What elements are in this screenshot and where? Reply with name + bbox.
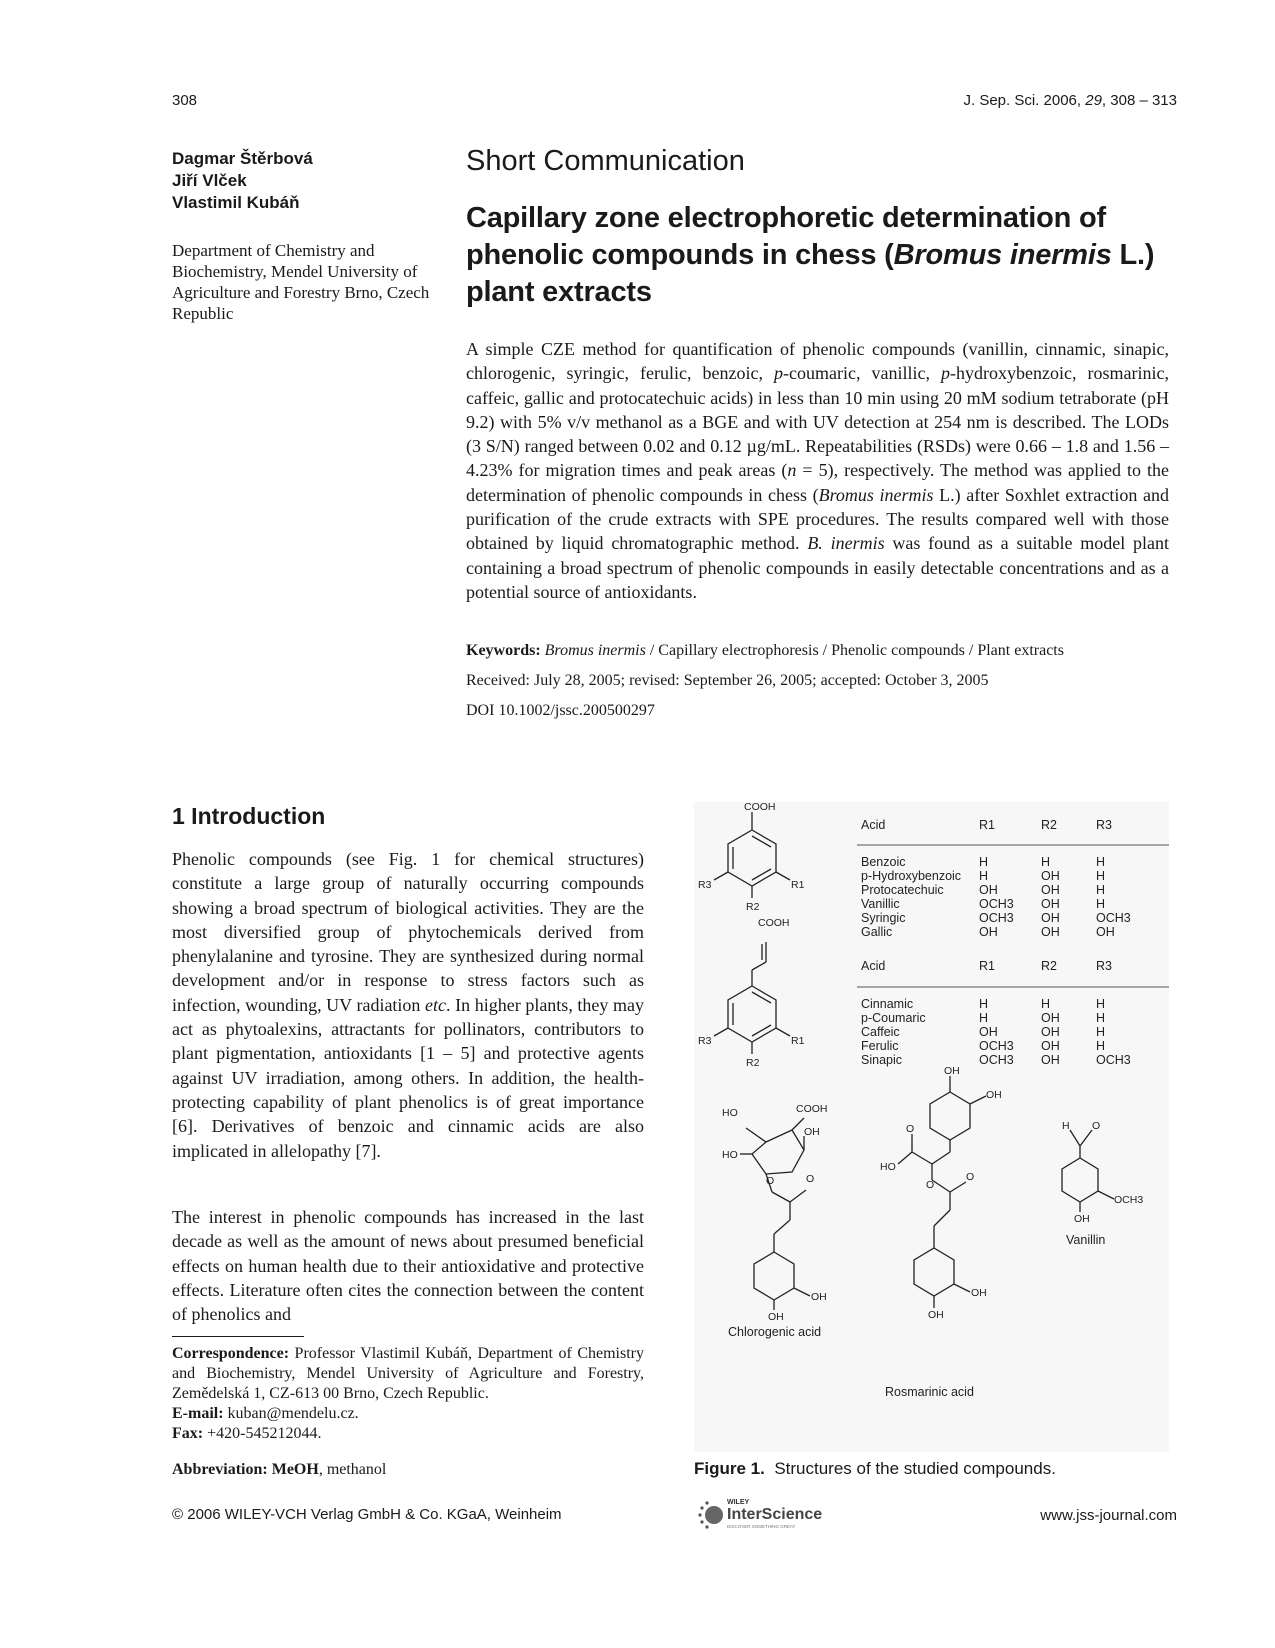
r3-label: R3 [698,879,712,891]
table-cell: OCH3 [1096,911,1131,925]
ho-label: HO [722,1149,738,1161]
logo-main-text: InterScience [727,1506,823,1523]
interscience-logo-icon [694,1493,844,1533]
chlorogenic-label: Chlorogenic acid [728,1325,822,1339]
abstract-italic: p [941,363,951,384]
table-cell: OH [1041,883,1060,897]
oh-label: OH [811,1291,827,1303]
table-cell: OCH3 [979,897,1014,911]
table-cell: H [979,855,989,869]
table-cell: H [979,869,989,883]
r3-label: R3 [698,1035,712,1047]
table-acid-name: Benzoic [861,855,906,869]
table-header: R3 [1096,959,1112,973]
journal-pages: , 308 – 313 [1101,92,1177,109]
table-header: Acid [861,818,886,832]
abstract-italic: n [787,460,797,481]
keywords [466,642,1169,660]
journal-name: J. Sep. Sci. 2006, [963,92,1086,109]
o-label: O [766,1175,775,1187]
abstract-text: was found as a suitable model plant containing a broad spectrum of phenolic compounds in easily detectable concentrations and as a potential source of antioxidants. [466,533,1169,602]
oh-label: OH [986,1089,1002,1101]
keyword-item: Bromus inermis [544,642,646,659]
table-acid-name: Gallic [861,925,893,939]
abstract-italic: Bromus inermis [818,484,934,505]
rosmarinic-label: Rosmarinic acid [885,1385,974,1399]
table-acid-name: Syringic [861,911,906,925]
cooh-label: COOH [758,917,790,929]
table-acid-name: p-Coumaric [861,1011,926,1025]
table-cell: OH [1041,1053,1060,1067]
table-cell: H [1096,883,1106,897]
article-type: Short Communication [466,145,745,177]
table-cell: OH [979,925,998,939]
table-cell: H [1041,855,1051,869]
cooh-label: COOH [796,1103,828,1115]
table-cell: OH [1041,925,1060,939]
abstract-text: = 5), respectively. The method was applied to the determination of phenolic compounds in chess ( [466,460,1169,505]
r1-label: R1 [791,1035,805,1047]
oh-label: OH [928,1309,944,1321]
table-cell: OH [1041,1025,1060,1039]
cooh-label: COOH [744,802,776,813]
email-address[interactable]: kuban@mendelu.cz. [223,1405,359,1422]
o-label: O [966,1171,975,1183]
figure-1 [694,802,1169,1452]
table-cell: OH [1041,911,1060,925]
correspondence-label: Correspondence: [172,1345,290,1362]
title-species: Bromus inermis [893,239,1112,271]
abbreviation-text: , methanol [318,1461,387,1478]
vanillin-label: Vanillin [1066,1233,1106,1247]
oh-label: OH [944,1065,960,1077]
footnote-divider [172,1336,304,1337]
figure-caption-label: Figure 1. [694,1459,765,1478]
table-cell: OH [1041,897,1060,911]
table-cell: OH [1096,925,1115,939]
table-acid-name: Cinnamic [861,997,914,1011]
h-label: H [1062,1120,1070,1132]
table-cell: H [1096,997,1106,1011]
o-label: O [926,1179,935,1191]
abstract-italic: B. inermis [807,533,885,554]
paragraph-text: Phenolic compounds (see Fig. 1 for chemical structures) constitute a large group of naturally occurring compounds showing a broad spectrum of biological activities. They are the most diversified group of phytochemicals derived from phenylalanine and tyrosine. They are synthesized during normal development and/or in response to stress factors such as infection, wounding, UV radiation [172,849,644,1015]
table-header: R1 [979,959,995,973]
o-label: O [1092,1120,1101,1132]
author-name: Jiří Vlček [172,171,247,190]
table-cell: H [1096,897,1106,911]
interscience-logo[interactable] [694,1493,844,1538]
oh-label: OH [1074,1213,1090,1225]
intro-paragraph: The interest in phenolic compounds has increased in the last decade as well as the amount of news about presumed beneficial effects on human health due to their antioxidative and protective effects. Literature often cites the connection between the content of phenolics and [172,1207,644,1325]
table-header: Acid [861,959,886,973]
title-text: Capillary zone electrophoretic determination of phenolic compounds in chess ( [466,202,1106,271]
abstract [466,337,1169,604]
r1-label: R1 [791,879,805,891]
journal-url[interactable]: www.jss-journal.com [1040,1507,1177,1524]
table-cell: H [979,1011,989,1025]
correspondence [172,1344,644,1444]
table-cell: OH [1041,869,1060,883]
abstract-text: -hydroxybenzoic, rosmarinic, caffeic, gallic and protocatechuic acids) in less than 10 min using 20 mM sodium tetraborate (pH 9.2) with 5% v/v methanol as a BGE and with UV detection at 254 nm is described. The LODs (3 S/N) ranged between 0.02 and 0.12 µg/mL. Repeatabilities (RSDs) were 0.66 – 1.8 and 1.56 – 4.23% for migration times and peak areas ( [466,363,1169,481]
table-acid-name: p-Hydroxybenzoic [861,869,962,883]
table-cell: H [1096,1025,1106,1039]
intro-paragraph [172,847,644,1163]
table-cell: OH [979,883,998,897]
oh-label: OH [804,1126,820,1138]
fax-label: Fax: [172,1425,204,1442]
table-header: R3 [1096,818,1112,832]
table-acid-name: Vanillic [861,897,900,911]
author-name: Dagmar Štěrbová [172,149,313,168]
r2-label: R2 [746,1057,760,1069]
table-header: R2 [1041,959,1057,973]
copyright-icon: © [172,1506,184,1523]
doi[interactable]: DOI 10.1002/jssc.200500297 [466,702,655,719]
o-label: O [906,1123,915,1135]
figure-caption-text: Structures of the studied compounds. [774,1459,1056,1478]
section-heading: 1 Introduction [172,803,326,829]
table-acid-name: Sinapic [861,1053,902,1067]
table-cell: H [1096,1011,1106,1025]
abstract-italic: p [774,363,784,384]
journal-reference [963,92,1177,109]
title-text-end: L.) plant extracts [466,239,1155,308]
received-dates: Received: July 28, 2005; revised: September 26, 2005; accepted: October 3, 2005 [466,672,989,689]
logo-small-text: WILEY [727,1499,750,1506]
och3-label: OCH3 [1114,1194,1144,1206]
article-title [466,200,1186,311]
r2-label: R2 [746,901,760,913]
abbreviation-label: Abbreviation: [172,1461,268,1478]
ho-label: HO [880,1161,896,1173]
page-number: 308 [172,92,198,109]
table-acid-name: Caffeic [861,1025,900,1039]
abstract-text: L.) after Soxhlet extraction and purification of the crude extracts with SPE procedures. The results compared well with those obtained by liquid chromatographic method. [466,484,1169,554]
keyword-list: / Capillary electrophoresis / Phenolic compounds / Plant extracts [645,642,1064,659]
table-cell: OCH3 [1096,1053,1131,1067]
table-cell: OH [979,1025,998,1039]
table-cell: OH [1041,1011,1060,1025]
table-acid-name: Ferulic [861,1039,899,1053]
table-cell: OH [1041,1039,1060,1053]
copyright-text: 2006 WILEY-VCH Verlag GmbH & Co. KGaA, Weinheim [183,1506,562,1523]
ho-label: HO [722,1107,738,1119]
paragraph-text: . In higher plants, they may act as phytoalexins, attractants for pollinators, contributors to plant pigmentation, antioxidants [1 – 5] and protective agents against UV irradiation, among others. In addition, the health-protecting capability of plant phenolics is of great importance [6]. Derivatives of benzoic and cinnamic acids are also implicated in allelopathy [7]. [172,994,644,1161]
journal-volume: 29 [1085,92,1102,109]
table-cell: OCH3 [979,1053,1014,1067]
author-name: Vlastimil Kubáň [172,193,300,212]
copyright [172,1506,562,1523]
table-cell: H [1096,869,1106,883]
paragraph-italic: etc [425,994,447,1015]
table-cell: H [1096,855,1106,869]
table-cell: H [1096,1039,1106,1053]
oh-label: OH [971,1287,987,1299]
table-acid-name: Protocatechuic [861,883,944,897]
oh-label: OH [768,1311,784,1323]
fax-number: +420-545212044. [203,1425,322,1442]
abstract-text: A simple CZE method for quantification of phenolic compounds (vanillin, cinnamic, sinapic, chlorogenic, syringic, ferulic, benzoic, [466,339,1169,384]
table-header: R1 [979,818,995,832]
affiliation: Department of Chemistry and Biochemistry, Mendel University of Agriculture and Forestry Brno, Czech Republic [172,241,430,323]
o-label: O [806,1173,815,1185]
correspondence-text: Professor Vlastimil Kubáň, Department of Chemistry and Biochemistry, Mendel University of Agriculture and Forestry, Zemědelská 1, CZ-613 00 Brno, Czech Republic. [172,1345,644,1402]
keywords-label: Keywords: [466,642,541,659]
abbreviation [172,1461,386,1479]
figure-caption [694,1459,1056,1479]
author-list [172,148,313,214]
table-header: R2 [1041,818,1057,832]
abbreviation-term: MeOH [271,1461,319,1478]
abstract-text: -coumaric, vanillic, [783,363,942,384]
table-cell: OCH3 [979,911,1014,925]
table-cell: H [979,997,989,1011]
table-cell: H [1041,997,1051,1011]
logo-tagline: DISCOVER SOMETHING GREAT [727,1524,796,1529]
table-cell: OCH3 [979,1039,1014,1053]
email-label: E-mail: [172,1405,224,1422]
